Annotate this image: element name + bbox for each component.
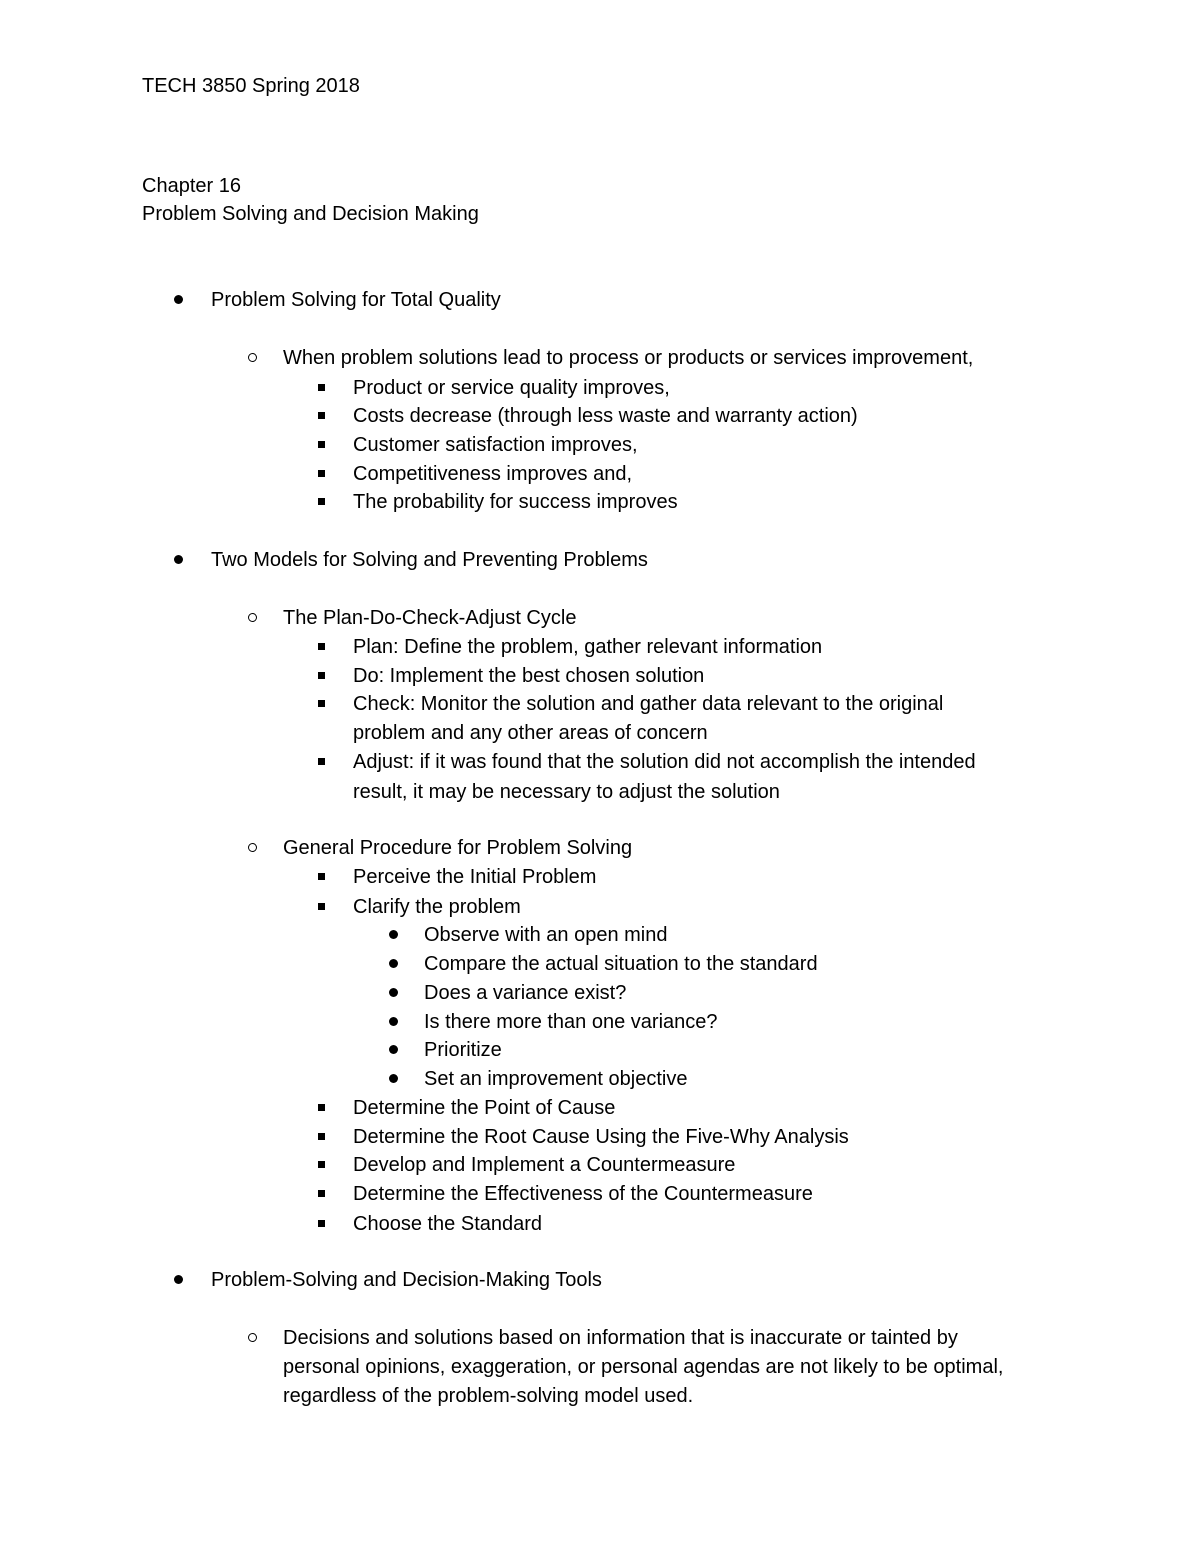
section-heading: Problem-Solving and Decision-Making Tools [211, 1269, 602, 1291]
list-item: Determine the Root Cause Using the Five-Why Analysis [353, 1126, 849, 1148]
list-item-continuation: result, it may be necessary to adjust the solution [353, 781, 780, 803]
section-heading: Problem Solving for Total Quality [211, 289, 501, 311]
list-item: Develop and Implement a Countermeasure [353, 1154, 736, 1176]
list-item: Is there more than one variance? [424, 1011, 718, 1033]
list-item: Determine the Point of Cause [353, 1097, 616, 1119]
list-item: Clarify the problem [353, 896, 521, 918]
course-header: TECH 3850 Spring 2018 [142, 75, 360, 97]
list-item: Do: Implement the best chosen solution [353, 665, 705, 687]
list-item: Decisions and solutions based on information that is inaccurate or tainted by [283, 1327, 958, 1349]
chapter-number: Chapter 16 [142, 175, 241, 197]
list-item: Determine the Effectiveness of the Countermeasure [353, 1183, 813, 1205]
list-item: Customer satisfaction improves, [353, 434, 638, 456]
list-item: Costs decrease (through less waste and warranty action) [353, 405, 858, 427]
section-heading: Two Models for Solving and Preventing Problems [211, 549, 648, 571]
list-item: Perceive the Initial Problem [353, 866, 597, 888]
list-item: Does a variance exist? [424, 982, 627, 1004]
list-item: Product or service quality improves, [353, 377, 670, 399]
list-item-continuation: problem and any other areas of concern [353, 722, 708, 744]
list-item: Compare the actual situation to the standard [424, 953, 818, 975]
list-item: Choose the Standard [353, 1213, 543, 1235]
chapter-title: Problem Solving and Decision Making [142, 203, 479, 225]
list-item: When problem solutions lead to process or products or services improvement, [283, 347, 974, 369]
list-item: The Plan-Do-Check-Adjust Cycle [283, 607, 577, 629]
list-item: Check: Monitor the solution and gather data relevant to the original [353, 693, 944, 715]
list-item: The probability for success improves [353, 491, 678, 513]
list-item: Competitiveness improves and, [353, 463, 633, 485]
list-item: Adjust: if it was found that the solution did not accomplish the intended [353, 751, 976, 773]
list-item: Prioritize [424, 1039, 502, 1061]
list-item: Observe with an open mind [424, 924, 668, 946]
list-item: General Procedure for Problem Solving [283, 837, 633, 859]
list-item: Set an improvement objective [424, 1068, 688, 1090]
list-item-continuation: personal opinions, exaggeration, or personal agendas are not likely to be optimal, [283, 1356, 1004, 1378]
list-item: Plan: Define the problem, gather relevant information [353, 636, 823, 658]
list-item-continuation: regardless of the problem-solving model used. [283, 1385, 694, 1407]
